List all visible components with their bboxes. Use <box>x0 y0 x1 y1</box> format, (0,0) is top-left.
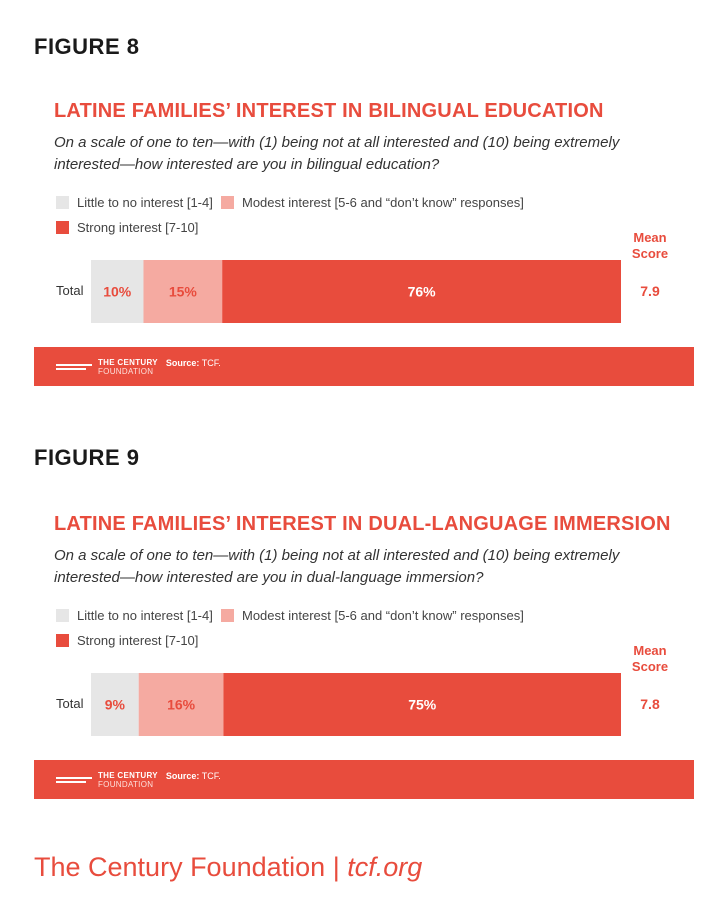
chart-subtitle: On a scale of one to ten—with (1) being not at all interested and (10) being extremely interested—how interested are you in dual-language immersion? <box>54 547 620 586</box>
legend-swatch-little <box>56 609 69 622</box>
tcf-logo <box>56 771 158 789</box>
figure-9-label: FIGURE 9 <box>34 445 140 470</box>
legend-label-little: Little to no interest [1-4] <box>77 195 213 210</box>
legend-item-little <box>56 195 213 210</box>
legend-item-strong <box>56 220 198 235</box>
mean-score-value: 7.9 <box>640 283 660 299</box>
source-value: TCF. <box>201 771 221 781</box>
legend-swatch-little <box>56 196 69 209</box>
figure-8-chart <box>34 100 694 390</box>
stacked-bar-chart <box>91 673 621 736</box>
chart-title: LATINE FAMILIES’ INTEREST IN DUAL-LANGUAGE IMMERSION <box>54 513 671 535</box>
brand-footer <box>34 852 422 883</box>
legend-label-little: Little to no interest [1-4] <box>77 608 213 623</box>
tcf-logo <box>56 358 158 376</box>
legend-swatch-strong <box>56 221 69 234</box>
source-note <box>166 771 221 781</box>
data-label-little: 9% <box>104 696 125 713</box>
mean-header-line1: Mean <box>633 230 667 245</box>
legend-label-strong: Strong interest [7-10] <box>77 633 199 648</box>
source-note <box>166 358 221 368</box>
data-label-strong: 76% <box>407 283 436 300</box>
mean-header-line2: Score <box>631 246 669 261</box>
brand-name: The Century Foundation <box>34 852 326 882</box>
source-value: TCF. <box>201 358 221 368</box>
brand-separator: | <box>332 852 340 882</box>
figure-8-label: FIGURE 8 <box>34 34 140 59</box>
logo-line1: THE CENTURY <box>98 357 158 367</box>
data-label-modest: 16% <box>167 696 196 713</box>
data-label-strong: 75% <box>408 696 437 713</box>
data-label-little: 10% <box>103 283 132 300</box>
legend-item-modest <box>221 608 524 623</box>
legend-item-strong <box>56 633 198 648</box>
logo-lines-icon <box>56 363 92 371</box>
logo-line1: THE CENTURY <box>98 770 158 780</box>
figure-footer <box>34 760 694 799</box>
legend-swatch-strong <box>56 634 69 647</box>
mean-header-line1: Mean <box>633 643 667 658</box>
chart-subtitle: On a scale of one to ten—with (1) being not at all interested and (10) being extremely interested—how interested are you in bilingual education? <box>54 134 620 173</box>
logo-line2: FOUNDATION <box>98 779 154 789</box>
legend-item-little <box>56 608 213 623</box>
chart-title: LATINE FAMILIES’ INTEREST IN BILINGUAL EDUCATION <box>54 100 604 122</box>
row-label-total: Total <box>56 696 84 711</box>
mean-score-header <box>620 643 680 675</box>
logo-lines-icon <box>56 776 92 784</box>
brand-url-link[interactable]: tcf.org <box>347 852 423 882</box>
figure-9-chart <box>34 513 694 803</box>
legend-item-modest <box>221 195 524 210</box>
figure-footer <box>34 347 694 386</box>
data-label-modest: 15% <box>168 283 197 300</box>
legend-label-modest: Modest interest [5-6 and “don’t know” responses] <box>242 195 524 210</box>
mean-score-value: 7.8 <box>640 696 660 712</box>
legend-swatch-modest <box>221 196 234 209</box>
legend-swatch-modest <box>221 609 234 622</box>
legend-label-strong: Strong interest [7-10] <box>77 220 199 235</box>
source-label: Source: <box>165 358 200 368</box>
logo-line2: FOUNDATION <box>98 366 154 376</box>
mean-header-line2: Score <box>631 659 669 674</box>
legend-label-modest: Modest interest [5-6 and “don’t know” responses] <box>242 608 524 623</box>
source-label: Source: <box>165 771 200 781</box>
mean-score-header <box>620 230 680 262</box>
stacked-bar-chart <box>91 260 621 323</box>
row-label-total: Total <box>56 283 84 298</box>
